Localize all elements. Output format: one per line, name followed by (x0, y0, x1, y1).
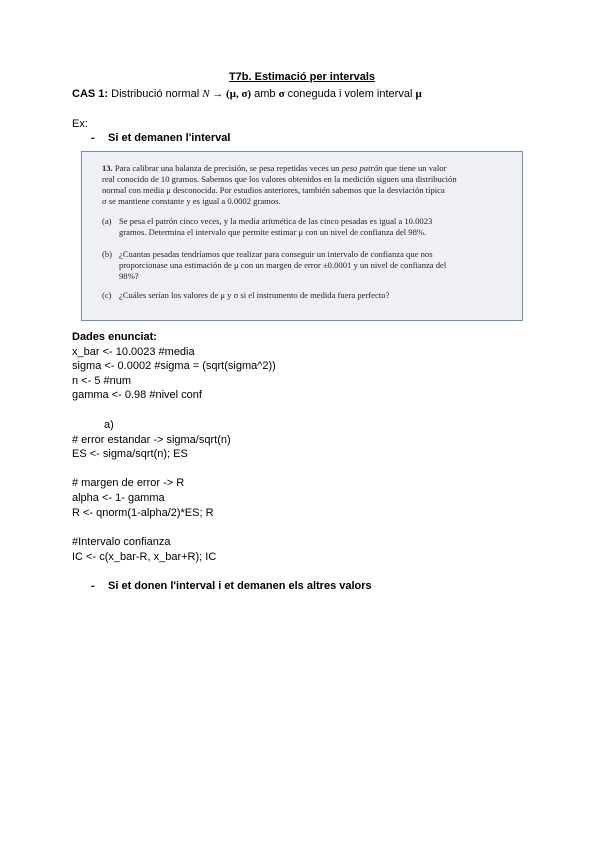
bullet-dash-1: - (91, 132, 95, 144)
cas-1-line (72, 87, 422, 101)
cas-text-a: Distribució normal (108, 88, 203, 100)
problem-number: 13. (102, 163, 113, 173)
cas-label: CAS 1: (72, 88, 109, 100)
problem-intro-line-2: real conocido de 10 gramos. Sabemos que los valores obtenidos en la medición siguen una distribución (102, 174, 457, 184)
math-mu: μ (415, 88, 422, 100)
cas-text-c: coneguda i volem interval (284, 88, 416, 100)
bullet-dash-2: - (91, 580, 95, 592)
code-line: # error estandar -> sigma/sqrt(n) (72, 434, 231, 446)
code-line: IC <- c(x_bar-R, x_bar+R); IC (72, 551, 217, 563)
page-title: T7b. Estimació per intervals (228, 71, 376, 83)
math-n: N (202, 88, 210, 100)
problem-intro-line-3: normal con media μ desconocida. Por estudios anteriores, también sabemos que la desviación típica (102, 185, 445, 195)
problem-intro-line-1: 13. Para calibrar una balanza de precisión, se pesa repetidas veces un peso patrón que tiene un valor (102, 163, 447, 173)
ex-label: Ex: (72, 118, 88, 130)
cas-text-b: amb (251, 88, 279, 100)
dades-line: sigma <- 0.0002 #sigma = (sqrt(sigma^2)) (72, 360, 276, 372)
code-a-label: a) (104, 419, 114, 431)
math-arrow: → (μ, σ) (209, 88, 252, 100)
bullet-text-1: Si et demanen l'interval (108, 132, 231, 144)
code-line: #Intervalo confianza (72, 536, 171, 548)
problem-image-box: 13. Para calibrar una balanza de precisión, se pesa repetidas veces un peso patrón que tiene un valor real conocido de 10 gramos. Sabemos que los valores obtenidos en la medición siguen una distribución normal con media μ desconocida. Por estudios anteriores, también sabemos que la desviación típica σ se mantiene constante y es igual a 0.0002 gramos. (a) Se pesa el patrón cinco veces, y la media aritmética de las cinco pesadas es igual a 10.0023 gramos. Determina el intervalo que permite estimar μ con un nivel de confianza del 98%. (b) ¿Cuantas pesadas tendríamos que realizar para conseguir un intervalo de confianza que nos proporcionase una estimación de μ con un margen de error ±0.0001 y un nivel de confianza del 98%? (c) ¿Cuáles serían los valores de μ y σ si el instrumento de medida fuera perfecto? (81, 151, 523, 321)
bullet-text-2: Si et donen l'interval i et demanen els altres valors (108, 580, 372, 592)
problem-intro-line-4: σ se mantiene constante y es igual a 0.0002 gramos. (102, 196, 281, 206)
math-sigma: σ (278, 88, 285, 100)
dades-line: gamma <- 0.98 #nivel conf (72, 389, 202, 401)
code-line: # margen de error -> R (72, 477, 185, 489)
code-line: alpha <- 1- gamma (72, 492, 165, 504)
dades-heading: Dades enunciat: (72, 331, 157, 343)
dades-line: n <- 5 #num (72, 375, 132, 387)
code-line: R <- qnorm(1-alpha/2)*ES; R (72, 507, 214, 519)
code-line: ES <- sigma/sqrt(n); ES (72, 448, 188, 460)
dades-line: x_bar <- 10.0023 #media (72, 346, 195, 358)
